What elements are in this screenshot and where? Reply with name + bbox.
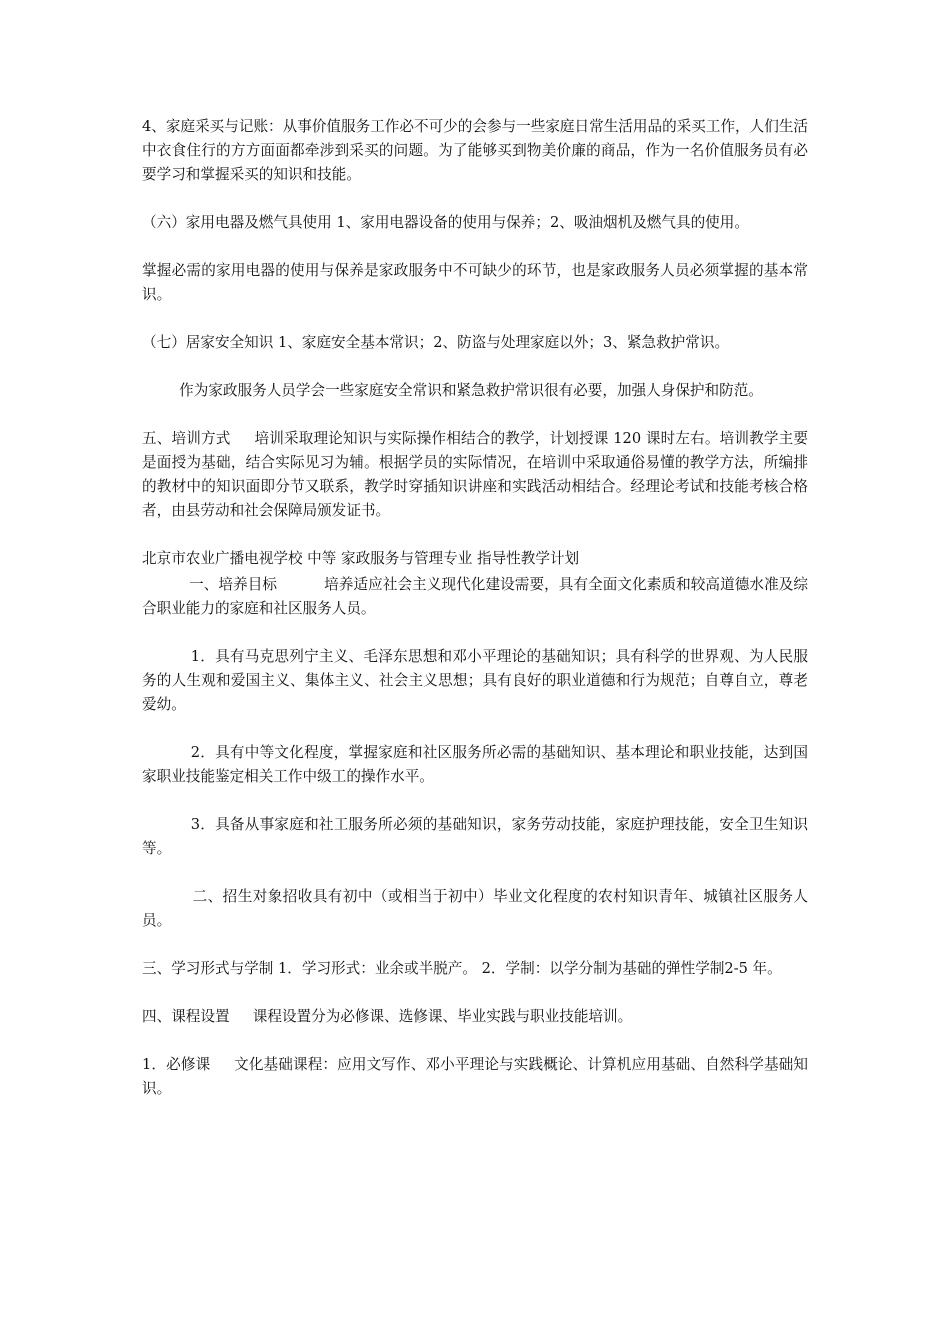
paragraph-household-purchasing: 4、家庭采买与记账：从事价值服务工作必不可少的会参与一些家庭日常生活用品的采买工作，人们生活中衣食住行的方方面面都牵涉到采买的问题。为了能够买到物美价廉的商品，作为一名价值服务员有必要学习和掌握采买的知识和技能。 [142,118,809,183]
paragraph-home-safety-body: 作为家政服务人员学会一些家庭安全常识和紧急救护常识很有必要，加强人身保护和防范。 [142,382,763,399]
paragraph-plan-title: 北京市农业广播电视学校 中等 家政服务与管理专业 指导性教学计划 [142,550,580,567]
paragraph-goal-item-1: 1．具有马克思列宁主义、毛泽东思想和邓小平理论的基础知识；具有科学的世界观、为人民服务的人生观和爱国主义、集体主义、社会主义思想；具有良好的职业道德和行为规范；自尊自立，尊老爱幼。 [142,648,809,713]
paragraph-study-form: 三、学习形式与学制 1．学习形式：业余或半脱产。 2．学制：以学分制为基础的弹性学制2-5 年。 [142,960,782,977]
paragraph-appliances-heading: （六）家用电器及燃气具使用 1、家用电器设备的使用与保养；2、吸油烟机及燃气具的使用。 [142,214,749,231]
paragraph-course-setup: 四、课程设置 课程设置分为必修课、选修课、毕业实践与职业技能培训。 [142,1008,633,1025]
document-body [142,115,808,1101]
paragraph-enrollment: 二、招生对象招收具有初中（或相当于初中）毕业文化程度的农村知识青年、城镇社区服务人员。 [142,888,808,929]
paragraph-required-courses: 1．必修课 文化基础课程：应用文写作、邓小平理论与实践概论、计算机应用基础、自然科学基础知识。 [142,1056,808,1097]
paragraph-appliances-body: 掌握必需的家用电器的使用与保养是家政服务中不可缺少的环节，也是家政服务人员必须掌握的基本常识。 [142,262,808,303]
paragraph-home-safety-heading: （七）居家安全知识 1、家庭安全基本常识；2、防盗与处理家庭以外；3、紧急救护常识。 [142,334,730,351]
paragraph-training-goal: 一、培养目标 培养适应社会主义现代化建设需要，具有全面文化素质和较高道德水准及综合职业能力的家庭和社区服务人员。 [142,576,808,617]
paragraph-goal-item-2: 2．具有中等文化程度，掌握家庭和社区服务所必需的基础知识、基本理论和职业技能，达到国家职业技能鉴定相关工作中级工的操作水平。 [142,744,809,785]
paragraph-training-method: 五、培训方式 培训采取理论知识与实际操作相结合的教学，计划授课 120 课时左右。培训教学主要是面授为基础，结合实际见习为辅。根据学员的实际情况，在培训中采取通俗易懂的教学方法，所编排的教材中的知识面即分节又联系，教学时穿插知识讲座和实践活动相结合。经理论考试和技能考核合格者，由县劳动和社会保障局颁发证书。 [142,430,808,519]
paragraph-goal-item-3: 3．具备从事家庭和社工服务所必须的基础知识，家务劳动技能，家庭护理技能，安全卫生知识等。 [142,816,809,857]
